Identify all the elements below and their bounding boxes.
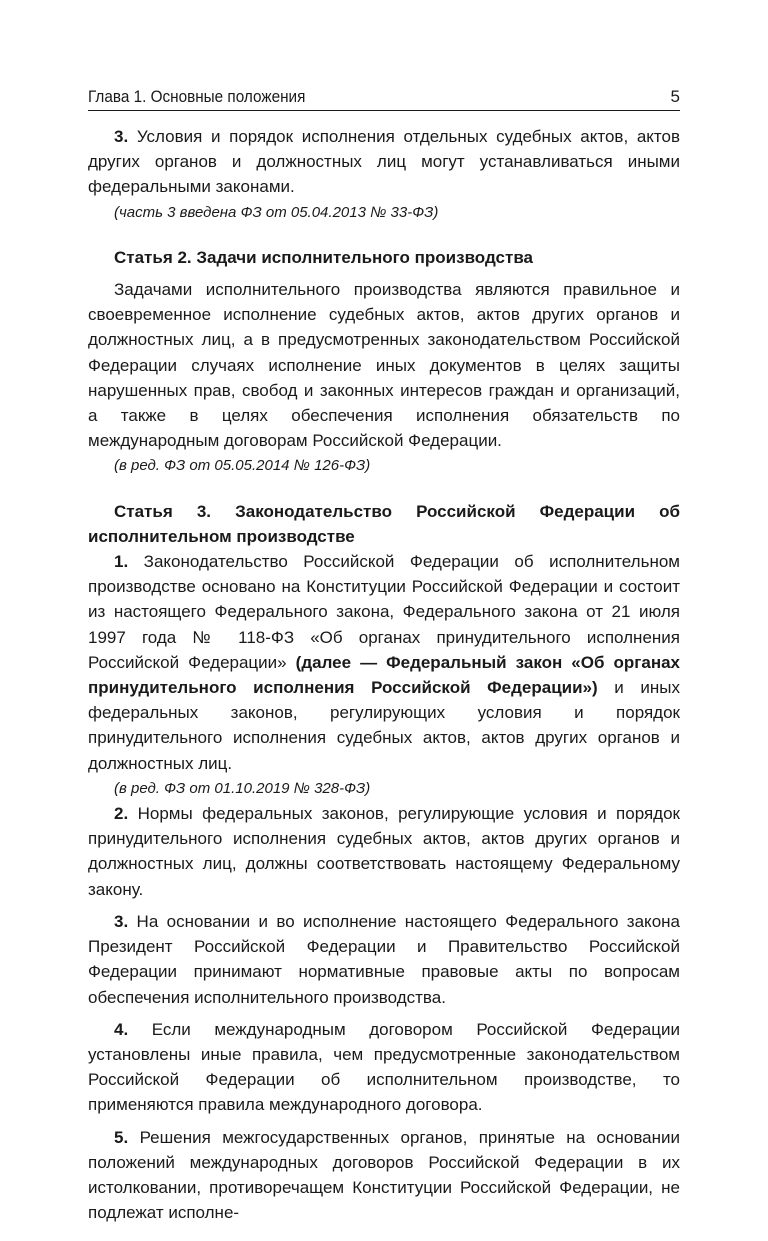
part-bold-text: (далее — Федеральный закон «Об органах принудительного исполнения Российской Федерации») <box>88 652 680 698</box>
spacer <box>88 270 680 277</box>
article-1-part-3 <box>88 124 680 200</box>
part-text: На основании и во исполнение настоящего Федерального закона Президент Российской Федерации и Правительство Российской Федерации принимают нормативные правовые акты по вопросам обеспечения исполнительного производства. <box>88 911 680 1007</box>
spacer <box>88 1010 680 1017</box>
article-1-part-3-note: (часть 3 введена ФЗ от 05.04.2013 № 33-ФЗ) <box>114 203 439 221</box>
part-text: Нормы федеральных законов, регулирующие условия и порядок принудительного исполнения судебных актов, актов других органов и должностных лиц, должны соответствовать настоящему Федеральному закону. <box>88 804 680 899</box>
article-3-part-5 <box>88 1125 680 1226</box>
article-3-heading: Статья 3. Законодательство Российской Федерации об исполнительном производстве <box>88 501 680 546</box>
part-number: 3. <box>114 127 129 146</box>
article-2-note: (в ред. ФЗ от 05.05.2014 № 126-ФЗ) <box>114 457 371 475</box>
part-text: и иных федеральных законов, регулирующих условия и порядок принудительного исполнения судебных актов, актов других органов и должностных лиц. <box>88 678 680 773</box>
part-number: 1. <box>114 552 129 572</box>
spacer <box>88 902 680 909</box>
article-3-part-1 <box>88 549 680 776</box>
header-divider <box>88 110 680 111</box>
part-text: Условия и порядок исполнения отдельных судебных актов, актов других органов и должностных лиц могут устанавливаться иными федеральными законами. <box>88 127 680 197</box>
article-3-part-1-note: (в ред. ФЗ от 01.10.2019 № 328-ФЗ) <box>114 779 371 797</box>
part-text: Решения межгосударственных органов, принятые на основании положений международных договоров Российской Федерации в их истолковании, противоречащем Конституции Российской Федерации, не подлежат исполне- <box>88 1127 680 1223</box>
article-3-part-4 <box>88 1017 680 1118</box>
page-number: 5 <box>670 87 680 106</box>
part-text: Законодательство Российской Федерации об исполнительном производстве основано на Конституции Российской Федерации и состоит из настоящего Федерального закона, Федерального закона от 21 июля 1997 года № 118-ФЗ «Об органах принудительного исполнения Российской Федерации» <box>88 552 680 672</box>
part-text: Если международным договором Российской Федерации установлены иные правила, чем предусмотренные законодательством Российской Федерации об исполнительном производстве, то применяются правила международного договора. <box>88 1019 680 1115</box>
article-3-part-3 <box>88 909 680 1010</box>
chapter-title: Глава 1. Основные положения <box>88 87 306 106</box>
spacer <box>88 225 680 245</box>
spacer <box>88 479 680 499</box>
part-number: 5. <box>114 1127 129 1147</box>
running-header <box>88 86 680 110</box>
article-2-heading: Статья 2. Задачи исполнительного производства <box>114 247 533 267</box>
part-number: 4. <box>114 1019 129 1039</box>
part-number: 2. <box>114 804 129 824</box>
article-3-part-2 <box>88 801 680 902</box>
page-body <box>88 124 680 1225</box>
article-2-text: Задачами исполнительного производства являются правильное и своевременное исполнение судебных актов, актов других органов и должностных лиц, а в предусмотренных законодательством Российской Федерации случаях исполнение иных документов в целях защиты нарушенных прав, свобод и законных интересов граждан и организаций, а также в целях обеспечения исполнения обязательств по международным договорам Российской Федерации. <box>88 280 680 451</box>
part-number: 3. <box>114 911 129 931</box>
spacer <box>88 1118 680 1125</box>
